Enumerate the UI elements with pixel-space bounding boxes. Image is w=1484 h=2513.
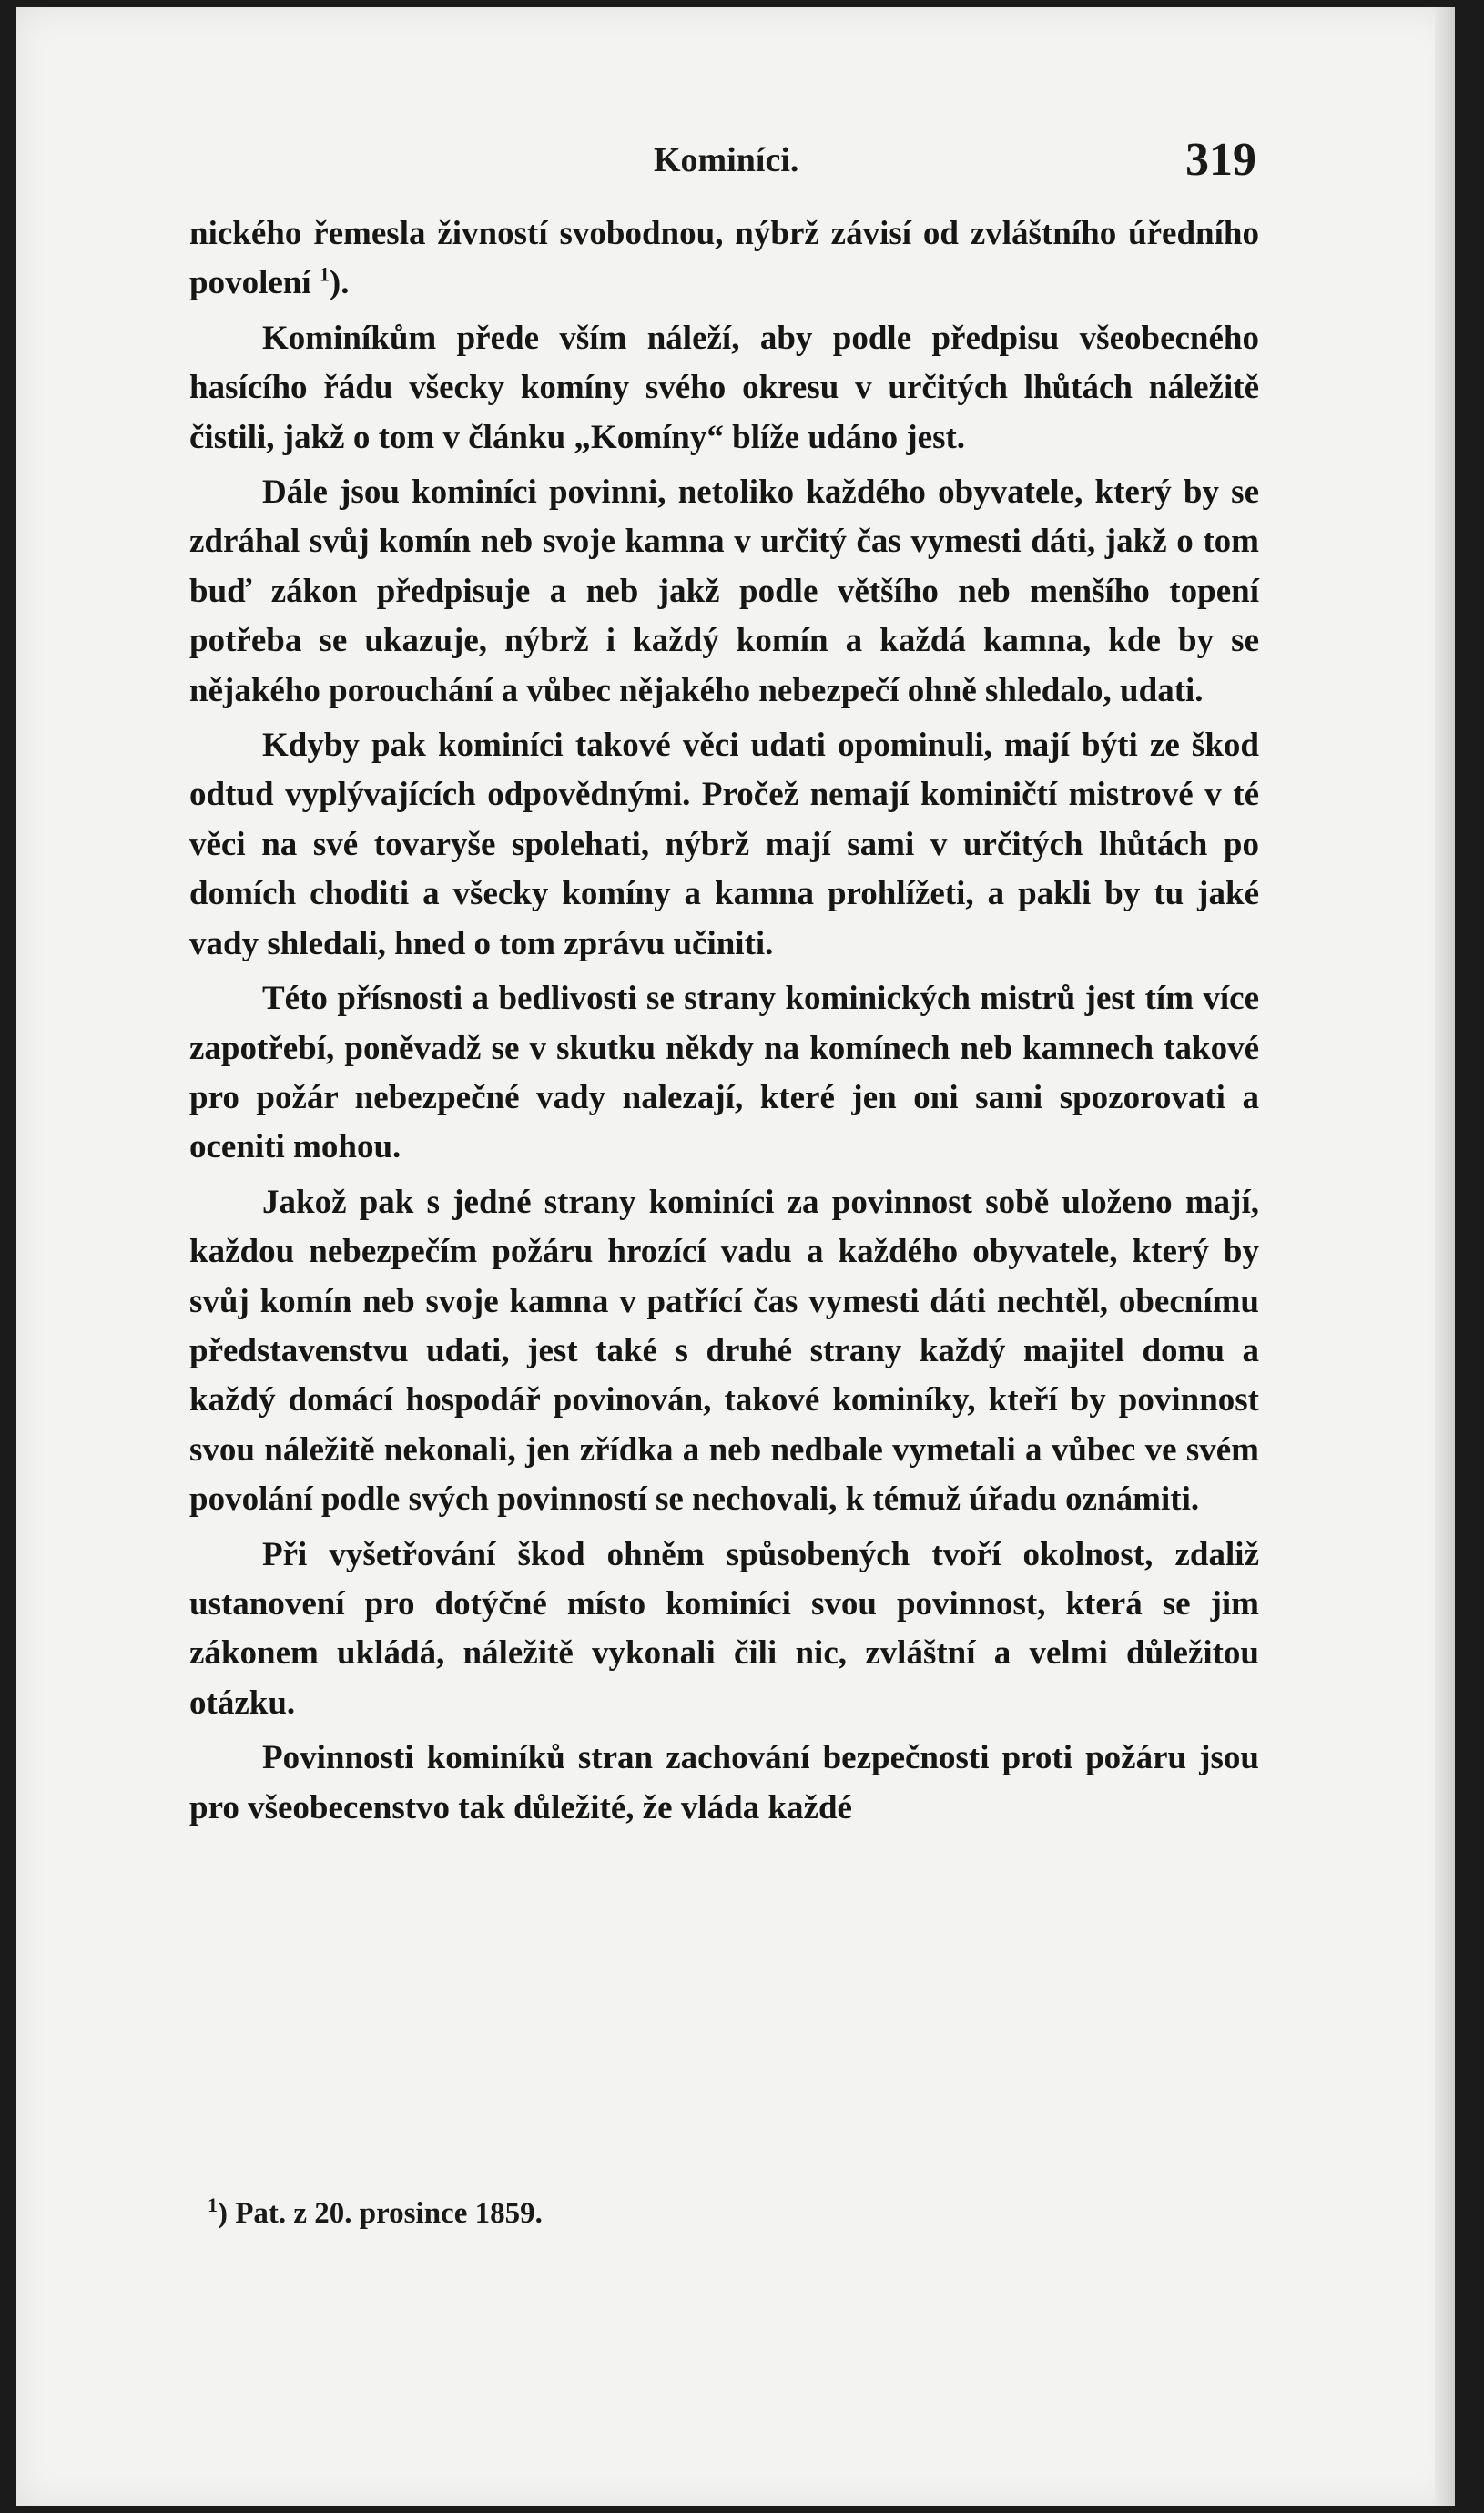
footnote-reference: 1 bbox=[319, 263, 330, 287]
book-page bbox=[16, 7, 1455, 2506]
paragraph: Dále jsou kominíci povinni, netoliko každého obyvatele, který by se zdráhal svůj komín neb svoje kamna v určitý čas vymesti dáti, jakž o tom buď zákon předpisuje a neb jakž podle většího neb menšího topení potřeba se ukazuje, nýbrž i každý komín a každá kamna, kde by se nějakého porouchání a vůbec nějakého nebezpečí ohně shledalo, udati. bbox=[189, 473, 1259, 709]
footnote-text: ) Pat. z 20. prosince 1859. bbox=[218, 2197, 543, 2230]
paragraph-text-tail: ). bbox=[329, 264, 350, 302]
paragraph: Této přísnosti a bedlivosti se strany kominických mistrů jest tím více zapotřebí, poněvadž se v skutku někdy na komínech neb kamnech takové pro požár nebezpečné vady nalezají, které jen oni sami spozorovati a oceniti mohou. bbox=[189, 980, 1259, 1166]
paragraph: Povinnosti kominíků stran zachování bezpečnosti proti požáru jsou pro všeobecenstvo tak důležité, že vláda každé bbox=[189, 1739, 1259, 1826]
running-title: Kominíci. bbox=[654, 141, 799, 179]
page-edge-shadow bbox=[1435, 7, 1455, 2506]
footnote-marker: 1 bbox=[208, 2193, 218, 2216]
running-head bbox=[16, 133, 1455, 188]
body-text bbox=[189, 209, 1259, 1838]
footnote bbox=[208, 2193, 1255, 2231]
paragraph: Při vyšetřování škod ohněm spůsobených tvoří okolnost, zdaliž ustanovení pro dotýčné místo kominíci svou povinnost, která se jim zákonem ukládá, náležitě vykonali čili nic, zvláštní a velmi důležitou otázku. bbox=[189, 1535, 1259, 1722]
paragraph: Jakož pak s jedné strany kominíci za povinnost sobě uloženo mají, každou nebezpečím požáru hrozící vadu a každého obyvatele, který by svůj komín neb svoje kamna v patřící čas vymesti dáti nechtěl, obecnímu představenstvu udati, jest také s druhé strany každý majitel domu a každý domácí hospodář povinován, takové kominíky, kteří by povinnost svou náležitě nekonali, jen zřídka a neb nedbale vymetali a vůbec ve svém povolání podle svých povinností se nechovali, k témuž úřadu oznámiti. bbox=[189, 1183, 1259, 1519]
paragraph-continued bbox=[189, 209, 1259, 309]
paragraph-text: nického řemesla živností svobodnou, nýbrž závisí od zvláštního úředního povolení bbox=[189, 215, 1259, 302]
page-number: 319 bbox=[1185, 134, 1256, 186]
paragraph: Kominíkům přede vším náleží, aby podle předpisu všeobecného hasícího řádu všecky komíny svého okresu v určitých lhůtách náležitě čistili, jakž o tom v článku „Komíny“ blíže udáno jest. bbox=[189, 319, 1259, 456]
paragraph: Kdyby pak kominíci takové věci udati opominuli, mají býti ze škod odtud vyplývajících odpovědnými. Pročež nemají kominičtí mistrové v té věci na své tovaryše spolehati, nýbrž mají sami v určitých lhůtách po domích choditi a všecky komíny a kamna prohlížeti, a pakli by tu jaké vady shledali, hned o tom zprávu učiniti. bbox=[189, 727, 1259, 962]
